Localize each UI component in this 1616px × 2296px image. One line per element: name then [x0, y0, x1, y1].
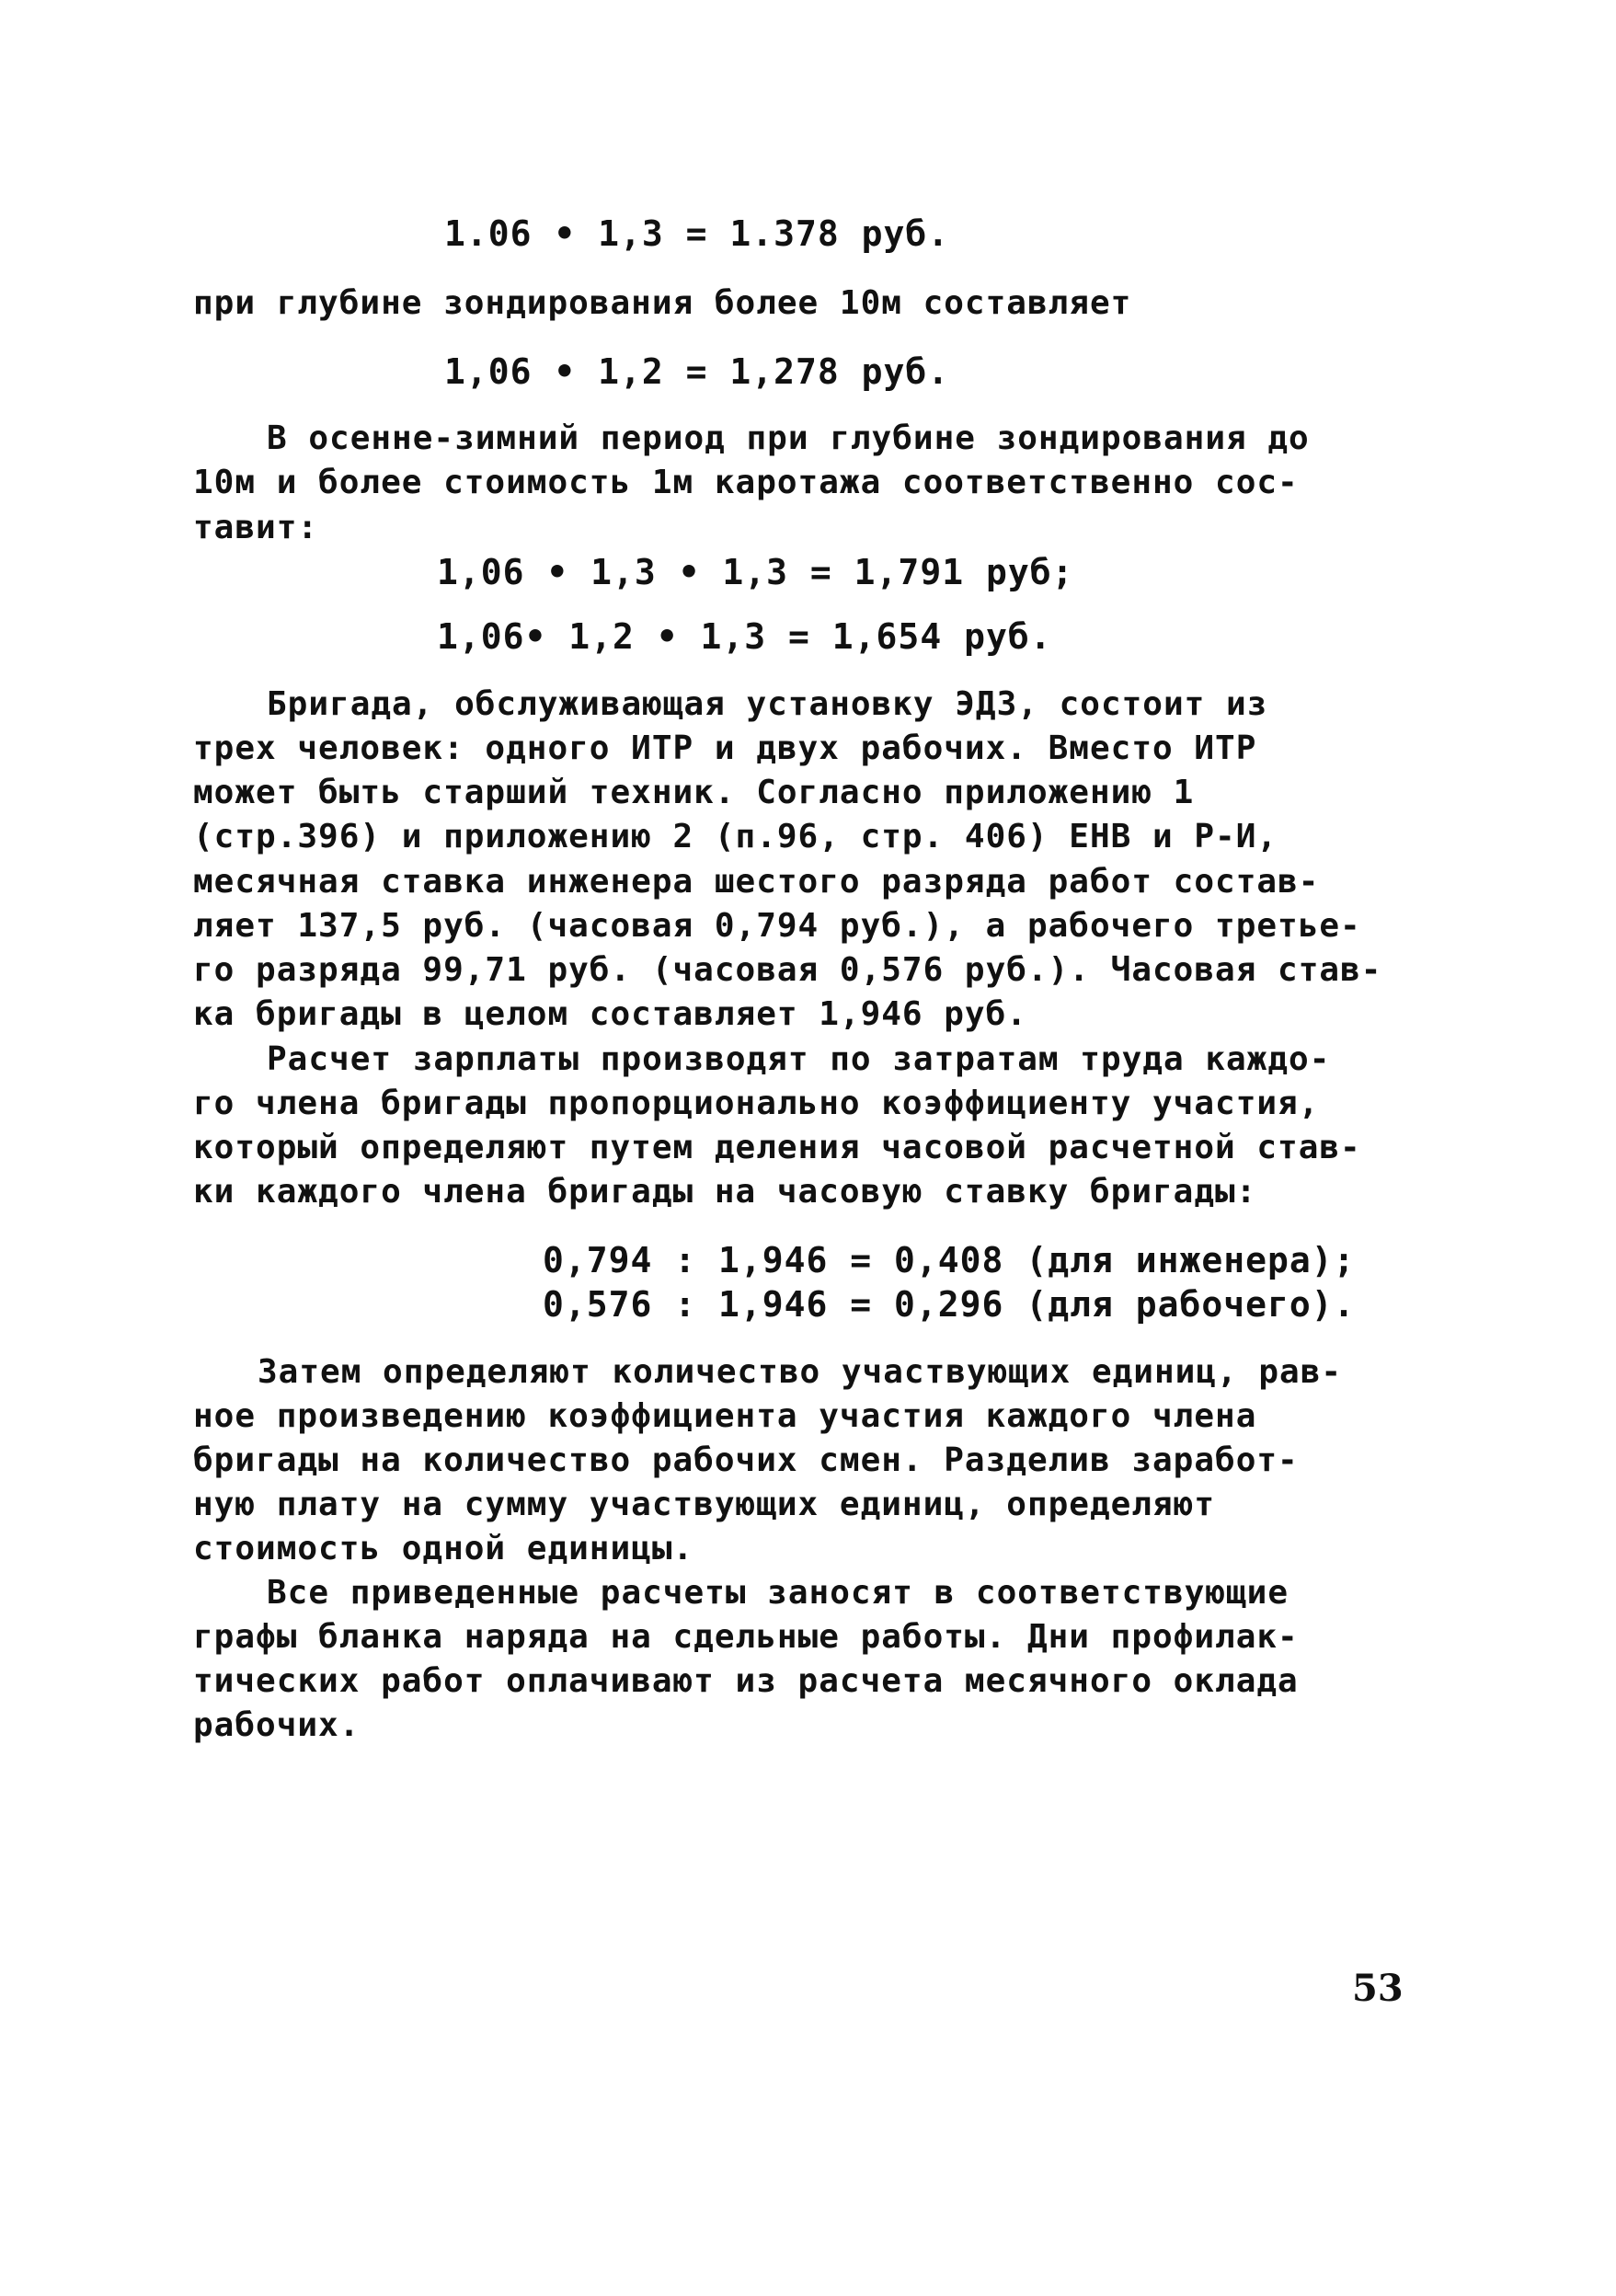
paragraph-line: который определяют путем деления часовой расчетной став- [193, 1129, 1361, 1166]
paragraph-line: го разряда 99,71 руб. (часовая 0,576 руб.). Часовая став- [193, 951, 1382, 989]
formula-line: 0,794 : 1,946 = 0,408 (для инженера); [543, 1240, 1356, 1280]
paragraph-line: месячная ставка инженера шестого разряда работ состав- [193, 863, 1320, 901]
paragraph-line: Бригада, обслуживающая установку ЭДЗ, состоит из [267, 685, 1268, 723]
paragraph-line: ное произведению коэффициента участия каждого члена [193, 1397, 1257, 1435]
paragraph-line: рабочих. [193, 1706, 361, 1744]
paragraph-line: бригады на количество рабочих смен. Разделив заработ- [193, 1441, 1299, 1479]
formula-line: 1,06• 1,2 • 1,3 = 1,654 руб. [437, 616, 1052, 657]
paragraph-line: (стр.396) и приложению 2 (п.96, стр. 406) ЕНВ и Р-И, [193, 818, 1278, 855]
paragraph-line: ки каждого члена бригады на часовую ставку бригады: [193, 1173, 1257, 1211]
paragraph-line: В осенне-зимний период при глубине зондирования до [267, 419, 1310, 457]
paragraph-line: ную плату на сумму участвующих единиц, определяют [193, 1486, 1216, 1523]
paragraph-line: стоимость одной единицы. [193, 1530, 694, 1567]
paragraph-line: 10м и более стоимость 1м каротажа соответственно сос- [193, 464, 1299, 501]
formula-line: 0,576 : 1,946 = 0,296 (для рабочего). [543, 1284, 1356, 1325]
formula-line: 1,06 • 1,2 = 1,278 руб. [444, 351, 950, 392]
formula-line: 1.06 • 1,3 = 1.378 руб. [444, 213, 950, 254]
paragraph-line: Расчет зарплаты производят по затратам труда каждо- [267, 1040, 1331, 1078]
paragraph-line: может быть старший техник. Согласно приложению 1 [193, 774, 1195, 811]
paragraph-line: графы бланка наряда на сдельные работы. Дни профилак- [193, 1618, 1299, 1656]
paragraph-line: Затем определяют количество участвующих единиц, рав- [258, 1353, 1343, 1391]
formula-line: 1,06 • 1,3 • 1,3 = 1,791 руб; [437, 552, 1074, 592]
paragraph-line: тавит: [193, 509, 319, 546]
paragraph-line: тических работ оплачивают из расчета месячного оклада [193, 1662, 1299, 1700]
paragraph-line: ка бригады в целом составляет 1,946 руб. [193, 995, 1027, 1033]
paragraph-line: ляет 137,5 руб. (часовая 0,794 руб.), а рабочего третье- [193, 907, 1361, 945]
paragraph-line: трех человек: одного ИТР и двух рабочих. Вместо ИТР [193, 729, 1257, 767]
paragraph-line: при глубине зондирования более 10м составляет [193, 284, 1132, 322]
page-number: 53 [1352, 1967, 1404, 2010]
paragraph-line: Все приведенные расчеты заносят в соответствующие [267, 1574, 1289, 1612]
paragraph-line: го члена бригады пропорционально коэффициенту участия, [193, 1085, 1320, 1122]
